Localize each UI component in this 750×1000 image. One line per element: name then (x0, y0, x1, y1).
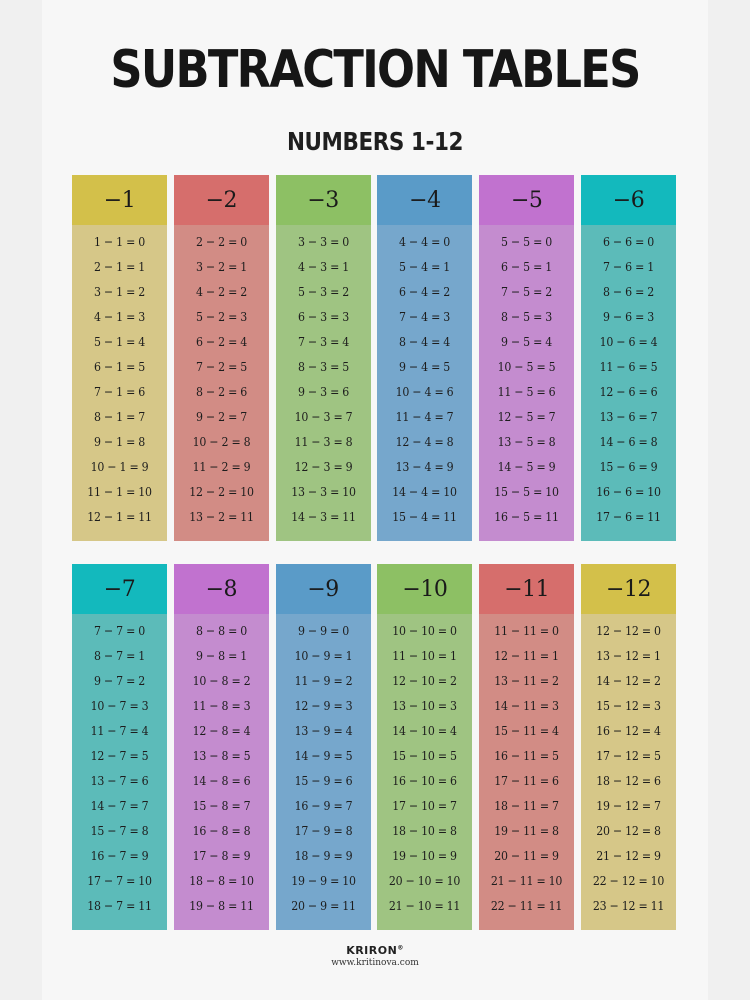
equation-row: 18 − 9 = 9 (294, 848, 352, 863)
equation-row: 7 − 4 = 3 (399, 309, 451, 324)
table-header: −11 (479, 564, 574, 614)
equation-row: 11 − 5 = 6 (497, 384, 556, 399)
equation-row: 9 − 9 = 0 (297, 623, 349, 638)
equation-row: 10 − 9 = 1 (294, 648, 352, 663)
equation-row: 11 − 9 = 2 (294, 673, 352, 688)
equation-row: 4 − 2 = 2 (195, 284, 247, 299)
equation-row: 11 − 1 = 10 (87, 484, 152, 499)
equation-row: 9 − 1 = 8 (93, 434, 146, 449)
equation-row: 13 − 9 = 4 (294, 723, 352, 738)
equation-row: 15 − 4 = 11 (392, 509, 458, 524)
table-column (276, 175, 371, 541)
equation-row: 10 − 5 = 5 (497, 359, 556, 374)
table-body (276, 614, 371, 930)
equation-row: 4 − 4 = 0 (399, 234, 451, 249)
equation-row: 16 − 8 = 8 (192, 823, 251, 838)
table-body (377, 225, 472, 541)
equation-row: 15 − 6 = 9 (599, 459, 658, 474)
equation-row: 12 − 1 = 11 (87, 509, 152, 524)
equation-row: 19 − 11 = 8 (494, 823, 559, 838)
equation-row: 17 − 11 = 6 (494, 773, 559, 788)
equation-row: 13 − 2 = 11 (189, 509, 254, 524)
equation-row: 19 − 12 = 7 (596, 798, 661, 813)
equation-row: 14 − 5 = 9 (497, 459, 556, 474)
table-body (72, 614, 167, 930)
equation-row: 6 − 5 = 1 (501, 259, 553, 274)
equation-row: 13 − 7 = 6 (90, 773, 149, 788)
equation-row: 6 − 2 = 4 (195, 334, 247, 349)
table-column (174, 564, 269, 930)
equation-row: 17 − 6 = 11 (596, 509, 661, 524)
equation-row: 6 − 6 = 0 (602, 234, 655, 249)
equation-row: 12 − 6 = 6 (599, 384, 658, 399)
equation-row: 15 − 7 = 8 (90, 823, 149, 838)
table-column (174, 175, 269, 541)
equation-row: 14 − 11 = 3 (494, 698, 559, 713)
equation-row: 14 − 6 = 8 (599, 434, 658, 449)
equation-row: 15 − 11 = 4 (494, 723, 559, 738)
equation-row: 8 − 6 = 2 (602, 284, 655, 299)
equation-row: 13 − 3 = 10 (290, 484, 356, 499)
equation-row: 14 − 7 = 7 (90, 798, 149, 813)
equation-row: 7 − 2 = 5 (195, 359, 247, 374)
equation-row: 20 − 12 = 8 (596, 823, 661, 838)
equation-row: 10 − 10 = 0 (392, 623, 458, 638)
equation-row: 8 − 8 = 0 (195, 623, 247, 638)
equation-row: 16 − 9 = 7 (294, 798, 352, 813)
equation-row: 15 − 12 = 3 (596, 698, 661, 713)
table-body (174, 614, 269, 930)
equation-row: 5 − 2 = 3 (195, 309, 247, 324)
equation-row: 17 − 7 = 10 (87, 873, 152, 888)
equation-row: 18 − 10 = 8 (392, 823, 458, 838)
page-title: SUBTRACTION TABLES (110, 40, 640, 100)
equation-row: 13 − 12 = 1 (596, 648, 661, 663)
equation-row: 5 − 5 = 0 (501, 234, 553, 249)
table-column (581, 564, 676, 930)
equation-row: 14 − 3 = 11 (290, 509, 356, 524)
table-body (581, 614, 676, 930)
equation-row: 22 − 11 = 11 (491, 898, 563, 913)
equation-row: 14 − 9 = 5 (294, 748, 352, 763)
equation-row: 5 − 3 = 2 (297, 284, 349, 299)
equation-row: 22 − 12 = 10 (592, 873, 665, 888)
table-column (581, 175, 676, 541)
table-body (174, 225, 269, 541)
equation-row: 13 − 11 = 2 (494, 673, 559, 688)
table-header: −7 (72, 564, 167, 614)
equation-row: 12 − 12 = 0 (596, 623, 661, 638)
equation-row: 10 − 1 = 9 (90, 459, 149, 474)
equation-row: 16 − 6 = 10 (596, 484, 661, 499)
equation-row: 18 − 8 = 10 (189, 873, 254, 888)
table-header: −10 (377, 564, 472, 614)
equation-row: 13 − 5 = 8 (497, 434, 556, 449)
equation-row: 13 − 10 = 3 (392, 698, 458, 713)
equation-row: 18 − 7 = 11 (87, 898, 152, 913)
equation-row: 5 − 4 = 1 (399, 259, 451, 274)
equation-row: 20 − 10 = 10 (389, 873, 461, 888)
equation-row: 7 − 1 = 6 (93, 384, 146, 399)
equation-row: 20 − 9 = 11 (290, 898, 356, 913)
equation-row: 14 − 4 = 10 (392, 484, 458, 499)
equation-row: 14 − 10 = 4 (392, 723, 458, 738)
equation-row: 9 − 2 = 7 (195, 409, 247, 424)
table-header: −12 (581, 564, 676, 614)
table-body (479, 614, 574, 930)
table-header: −6 (581, 175, 676, 225)
equation-row: 9 − 5 = 4 (501, 334, 553, 349)
equation-row: 8 − 4 = 4 (399, 334, 451, 349)
equation-row: 21 − 10 = 11 (389, 898, 461, 913)
equation-row: 17 − 12 = 5 (596, 748, 661, 763)
equation-row: 11 − 7 = 4 (90, 723, 149, 738)
equation-row: 10 − 8 = 2 (192, 673, 251, 688)
table-column (377, 175, 472, 541)
equation-row: 12 − 11 = 1 (494, 648, 559, 663)
equation-row: 16 − 11 = 5 (494, 748, 559, 763)
tables-row-bottom (72, 564, 676, 930)
equation-row: 11 − 8 = 3 (192, 698, 251, 713)
equation-row: 14 − 12 = 2 (596, 673, 661, 688)
equation-row: 17 − 8 = 9 (192, 848, 251, 863)
table-body (377, 614, 472, 930)
table-column (276, 564, 371, 930)
equation-row: 12 − 4 = 8 (396, 434, 454, 449)
equation-row: 18 − 12 = 6 (596, 773, 661, 788)
equation-row: 17 − 9 = 8 (294, 823, 352, 838)
equation-row: 11 − 3 = 8 (294, 434, 352, 449)
registered-mark: ® (397, 944, 404, 952)
equation-row: 17 − 10 = 7 (392, 798, 458, 813)
equation-row: 18 − 11 = 7 (494, 798, 559, 813)
equation-row: 13 − 4 = 9 (396, 459, 454, 474)
table-header: −9 (276, 564, 371, 614)
equation-row: 12 − 3 = 9 (294, 459, 352, 474)
equation-row: 7 − 3 = 4 (297, 334, 349, 349)
equation-row: 9 − 3 = 6 (297, 384, 349, 399)
equation-row: 19 − 10 = 9 (392, 848, 458, 863)
equation-row: 11 − 6 = 5 (599, 359, 658, 374)
equation-row: 6 − 4 = 2 (399, 284, 451, 299)
equation-row: 12 − 8 = 4 (192, 723, 251, 738)
equation-row: 12 − 7 = 5 (90, 748, 149, 763)
website-url: www.kritinova.com (331, 958, 419, 968)
equation-row: 10 − 3 = 7 (294, 409, 352, 424)
equation-row: 8 − 7 = 1 (93, 648, 146, 663)
table-column (479, 564, 574, 930)
brand-name: KRIRON (346, 944, 398, 957)
equation-row: 19 − 8 = 11 (189, 898, 254, 913)
equation-row: 2 − 1 = 1 (93, 259, 146, 274)
equation-row: 9 − 7 = 2 (93, 673, 146, 688)
equation-row: 9 − 6 = 3 (602, 309, 655, 324)
equation-row: 10 − 4 = 6 (396, 384, 454, 399)
equation-row: 11 − 10 = 1 (392, 648, 458, 663)
table-body (581, 225, 676, 541)
tables-row-top (72, 175, 676, 541)
equation-row: 10 − 6 = 4 (599, 334, 658, 349)
equation-row: 2 − 2 = 0 (195, 234, 247, 249)
equation-row: 11 − 2 = 9 (192, 459, 251, 474)
table-body (72, 225, 167, 541)
equation-row: 6 − 3 = 3 (297, 309, 349, 324)
table-header: −8 (174, 564, 269, 614)
table-header: −5 (479, 175, 574, 225)
equation-row: 12 − 9 = 3 (294, 698, 352, 713)
equation-row: 15 − 9 = 6 (294, 773, 352, 788)
equation-row: 14 − 8 = 6 (192, 773, 251, 788)
equation-row: 11 − 4 = 7 (396, 409, 454, 424)
brand-logo (0, 944, 750, 957)
table-column (479, 175, 574, 541)
table-header: −4 (377, 175, 472, 225)
table-body (276, 225, 371, 541)
equation-row: 12 − 5 = 7 (497, 409, 556, 424)
equation-row: 11 − 11 = 0 (494, 623, 559, 638)
equation-row: 21 − 11 = 10 (491, 873, 563, 888)
equation-row: 23 − 12 = 11 (592, 898, 665, 913)
equation-row: 7 − 6 = 1 (602, 259, 655, 274)
equation-row: 15 − 8 = 7 (192, 798, 251, 813)
equation-row: 20 − 11 = 9 (494, 848, 559, 863)
equation-row: 7 − 5 = 2 (501, 284, 553, 299)
equation-row: 16 − 5 = 11 (494, 509, 559, 524)
equation-row: 12 − 10 = 2 (392, 673, 458, 688)
equation-row: 13 − 6 = 7 (599, 409, 658, 424)
table-header: −2 (174, 175, 269, 225)
equation-row: 21 − 12 = 9 (596, 848, 661, 863)
table-header: −3 (276, 175, 371, 225)
table-body (479, 225, 574, 541)
equation-row: 3 − 2 = 1 (195, 259, 247, 274)
equation-row: 10 − 2 = 8 (192, 434, 251, 449)
equation-row: 9 − 8 = 1 (195, 648, 247, 663)
equation-row: 16 − 10 = 6 (392, 773, 458, 788)
equation-row: 8 − 2 = 6 (195, 384, 247, 399)
equation-row: 13 − 8 = 5 (192, 748, 251, 763)
equation-row: 8 − 1 = 7 (93, 409, 146, 424)
equation-row: 4 − 3 = 1 (297, 259, 349, 274)
equation-row: 6 − 1 = 5 (93, 359, 146, 374)
equation-row: 9 − 4 = 5 (399, 359, 451, 374)
equation-row: 16 − 12 = 4 (596, 723, 661, 738)
equation-row: 8 − 3 = 5 (297, 359, 349, 374)
equation-row: 5 − 1 = 4 (93, 334, 146, 349)
equation-row: 1 − 1 = 0 (93, 234, 146, 249)
table-column (72, 175, 167, 541)
equation-row: 3 − 3 = 0 (297, 234, 349, 249)
equation-row: 12 − 2 = 10 (189, 484, 254, 499)
equation-row: 10 − 7 = 3 (90, 698, 149, 713)
equation-row: 8 − 5 = 3 (501, 309, 553, 324)
equation-row: 7 − 7 = 0 (93, 623, 146, 638)
page-subtitle: NUMBERS 1-12 (286, 127, 464, 156)
table-header: −1 (72, 175, 167, 225)
equation-row: 15 − 10 = 5 (392, 748, 458, 763)
equation-row: 19 − 9 = 10 (290, 873, 356, 888)
table-column (377, 564, 472, 930)
equation-row: 16 − 7 = 9 (90, 848, 149, 863)
equation-row: 4 − 1 = 3 (93, 309, 146, 324)
table-column (72, 564, 167, 930)
equation-row: 3 − 1 = 2 (93, 284, 146, 299)
equation-row: 15 − 5 = 10 (494, 484, 559, 499)
